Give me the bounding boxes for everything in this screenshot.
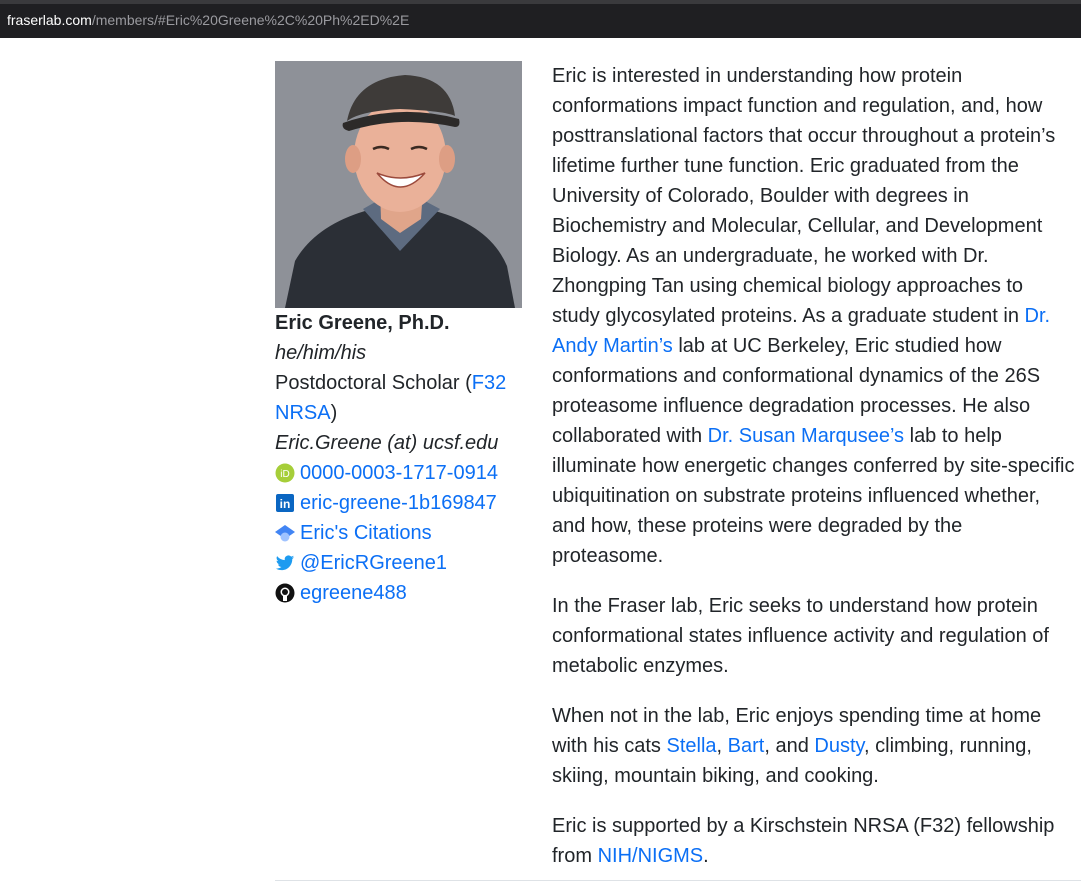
member-role <box>275 368 525 428</box>
member-email: Eric.Greene (at) ucsf.edu <box>275 432 499 454</box>
profile-card <box>275 308 525 608</box>
twitter-row <box>275 548 525 578</box>
twitter-icon <box>275 553 295 573</box>
bio-text: , <box>716 735 728 757</box>
role-suffix: ) <box>330 402 338 424</box>
nih-nigms-link[interactable]: NIH/NIGMS <box>597 845 704 867</box>
browser-address-bar[interactable] <box>0 0 1081 38</box>
bio-paragraph <box>552 811 1076 871</box>
citations-link[interactable]: Eric's Citations <box>300 522 432 544</box>
linkedin-row <box>275 488 525 518</box>
orcid-link[interactable]: 0000-0003-1717-0914 <box>300 462 498 484</box>
bio-text: Eric is interested in understanding how protein conformations impact function and regulation, and, how posttranslational factors that occur throughout a protein’s lifetime further tune function. Eric graduated from the University of Colorado, Boulder with degrees in Biochemistry and Molecular, Cellular, and Development Biology. As an undergraduate, he worked with Dr. Zhongping Tan using chemical biology approaches to study glycosylated proteins. As a graduate student in <box>552 65 1056 327</box>
svg-text:in: in <box>279 497 291 511</box>
section-divider <box>275 880 1081 881</box>
f32-nrsa-link[interactable]: F32 NRSA <box>275 372 507 424</box>
linkedin-link[interactable]: eric-greene-1b169847 <box>300 492 497 514</box>
twitter-link[interactable]: @EricRGreene1 <box>300 552 448 574</box>
bio-text: . <box>703 845 709 867</box>
orcid-row <box>275 458 525 488</box>
bio-text: lab to help illuminate how energetic changes conferred by site-specific ubiquitination on substrate proteins influenced whether, and how, these proteins were degraded by the proteasome. <box>552 425 1075 567</box>
bio-text: , and <box>764 735 815 757</box>
bio-text: When not in the lab, Eric enjoys spending time at home with his cats <box>552 705 1042 757</box>
member-bio <box>552 61 1076 891</box>
linkedin-icon <box>275 493 295 513</box>
role-prefix: Postdoctoral Scholar ( <box>275 372 472 394</box>
github-link[interactable]: egreene488 <box>300 582 407 604</box>
bio-text: Eric is supported by a Kirschstein NRSA (F32) fellowship from <box>552 815 1055 867</box>
github-row <box>275 578 525 608</box>
svg-text:iD: iD <box>280 469 290 480</box>
member-pronouns: he/him/his <box>275 342 367 364</box>
cat-dusty-link[interactable]: Dusty <box>814 735 865 757</box>
cat-stella-link[interactable]: Stella <box>666 735 717 757</box>
profile-photo <box>275 61 522 308</box>
bio-paragraph <box>552 61 1076 571</box>
bio-paragraph <box>552 701 1076 791</box>
google-scholar-icon <box>275 523 295 543</box>
cat-bart-link[interactable]: Bart <box>727 735 765 757</box>
susan-marqusee-link[interactable]: Dr. Susan Marqusee’s <box>707 425 905 447</box>
andy-martin-link[interactable]: Dr. Andy Martin’s <box>552 305 1051 357</box>
github-icon <box>275 583 295 603</box>
url-domain: fraserlab.com <box>7 12 92 28</box>
url-text[interactable] <box>7 12 409 28</box>
bio-paragraph: In the Fraser lab, Eric seeks to understand how protein conformational states influence activity and regulation of metabolic enzymes. <box>552 595 1049 677</box>
url-path: /members/#Eric%20Greene%2C%20Ph%2ED%2E <box>91 12 410 28</box>
scholar-row <box>275 518 525 548</box>
member-name: Eric Greene, Ph.D. <box>275 312 450 334</box>
bio-text: lab at UC Berkeley, Eric studied how conformations and conformational dynamics of the 26S proteasome influence degradation processes. He also collaborated with <box>552 335 1041 447</box>
bio-text: , climbing, running, skiing, mountain biking, and cooking. <box>552 735 1032 787</box>
orcid-icon <box>275 463 295 483</box>
